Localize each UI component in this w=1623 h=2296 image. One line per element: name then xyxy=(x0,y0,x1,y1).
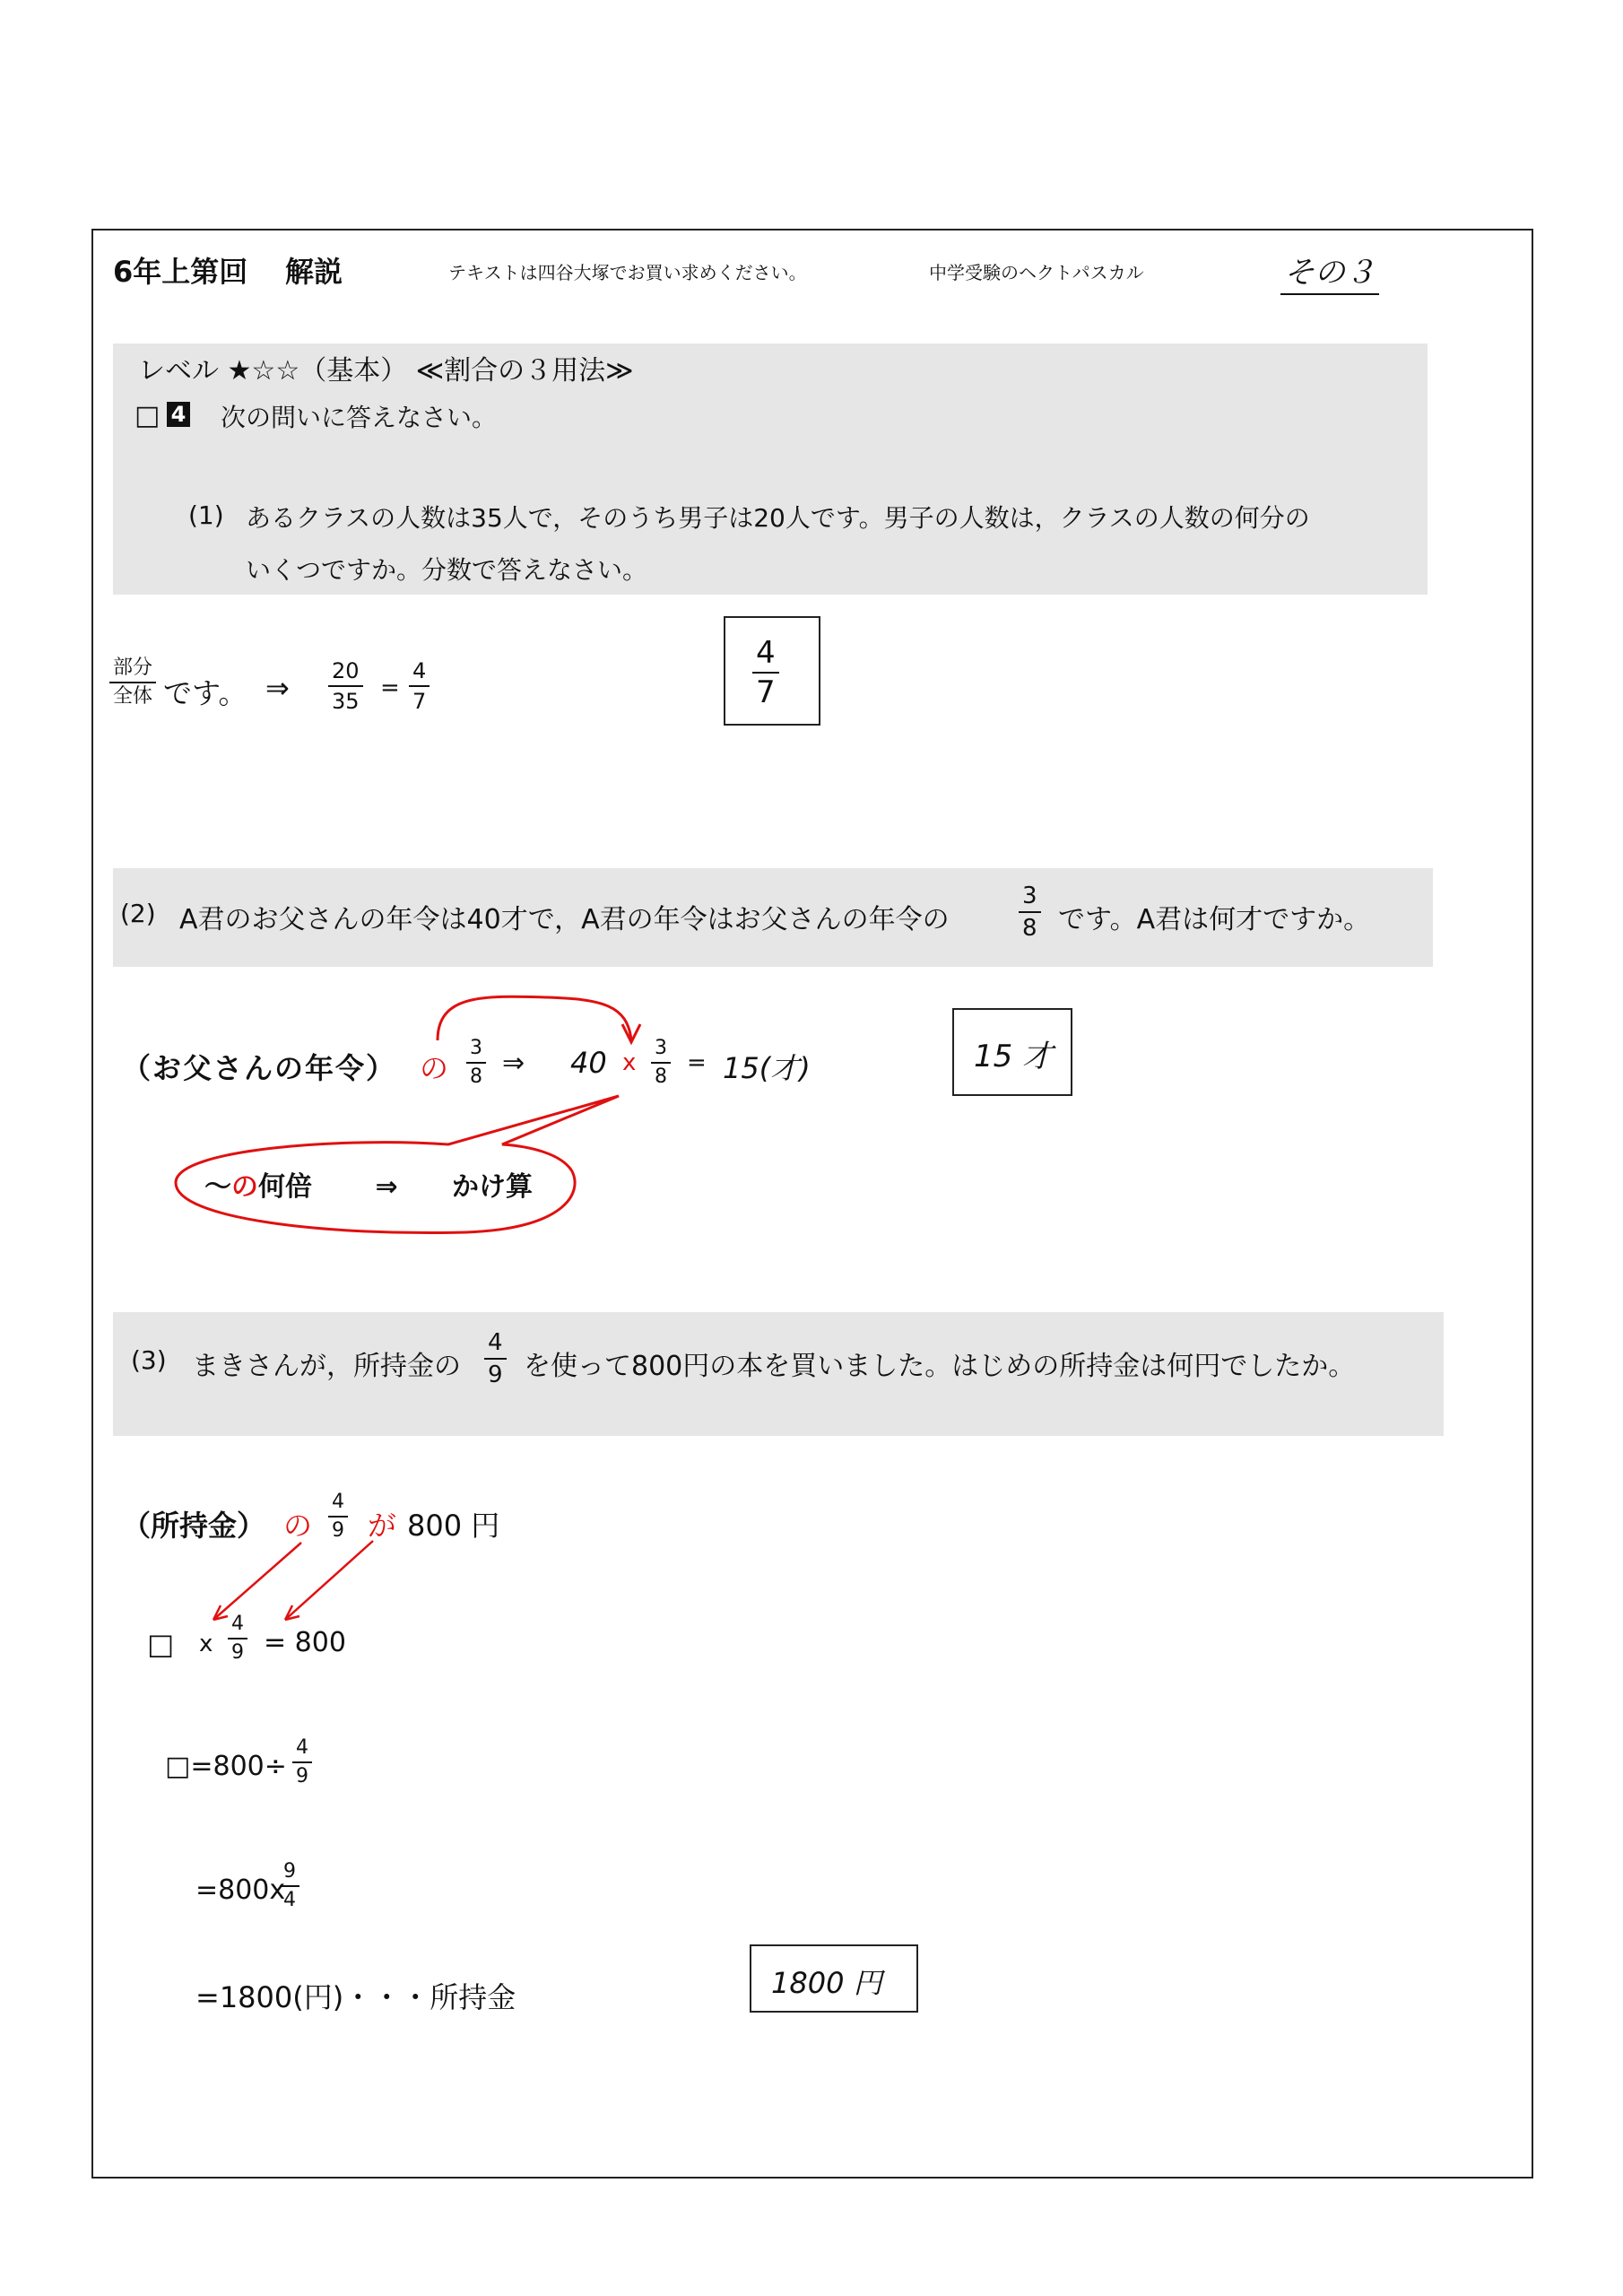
q3-text-a: まきさんが，所持金の xyxy=(192,1351,461,1382)
q2-s2-den: 8 xyxy=(651,1062,671,1087)
q3-s2-times: x xyxy=(199,1631,213,1657)
q3-s3-fraction xyxy=(292,1738,312,1787)
q3-q-den: 9 xyxy=(484,1358,507,1387)
q3-s1-num: 4 xyxy=(332,1491,344,1513)
q3-s1-fraction xyxy=(328,1492,348,1541)
q2-bubble-nanbai: 何倍 xyxy=(258,1171,312,1203)
header-grade-title: 6年上第回 xyxy=(113,255,248,289)
q2-s2-num: 3 xyxy=(655,1037,667,1059)
instruction: 次の問いに答えなさい。 xyxy=(221,403,498,432)
q3-s2-fraction xyxy=(228,1614,247,1663)
q3-s2-rest: = 800 xyxy=(264,1627,346,1658)
q1-label: (1) xyxy=(188,500,224,530)
q2-label: (2) xyxy=(120,899,156,928)
q3-s2-den: 9 xyxy=(228,1638,247,1663)
q1-f2-num: 4 xyxy=(412,658,427,683)
header-part: その３ xyxy=(1280,248,1379,295)
q3-s1-left: （所持金） xyxy=(122,1509,266,1543)
q3-s3-left: □=800÷ xyxy=(165,1751,287,1782)
q3-s2-box: □ xyxy=(147,1627,175,1661)
q3-text-b: を使って800円の本を買いました。はじめの所持金は何円でしたか。 xyxy=(524,1351,1356,1382)
q3-s4-fraction xyxy=(280,1862,299,1910)
q2-s1-num: 3 xyxy=(470,1037,482,1059)
q2-bubble-arrow: ⇒ xyxy=(375,1171,398,1203)
q2-sol-left: （お父さんの年令） xyxy=(122,1051,397,1085)
problem-number: 4 xyxy=(167,402,190,427)
q1-text-line2: いくつですか。分数で答えなさい。 xyxy=(246,555,648,585)
q3-q-num: 4 xyxy=(488,1329,503,1356)
q3-label: (3) xyxy=(131,1345,167,1375)
q1-f1-num: 20 xyxy=(332,658,360,683)
q2-s1-den: 8 xyxy=(466,1062,486,1087)
q3-s1-amount: 800 円 xyxy=(407,1509,500,1543)
q2-sol-arrow: ⇒ xyxy=(502,1048,525,1079)
q3-s3-num: 4 xyxy=(296,1736,308,1759)
q1-word-num: 部分 xyxy=(113,657,153,679)
q3-s1-den: 9 xyxy=(328,1516,348,1541)
q2-sol-result: 15(才) xyxy=(723,1051,811,1085)
q1-desu: です。 xyxy=(163,676,247,710)
header-site: 中学受験のヘクトパスカル xyxy=(929,262,1144,283)
q1-word-den: 全体 xyxy=(109,682,156,707)
q2-sol-forty: 40 xyxy=(570,1046,607,1080)
q2-sol-no: の xyxy=(420,1051,449,1085)
q3-s3-den: 9 xyxy=(292,1761,312,1787)
q3-s2-num: 4 xyxy=(231,1613,244,1635)
q1-f2-den: 7 xyxy=(409,685,430,712)
q2-bubble-no: の xyxy=(231,1171,258,1203)
q1-f1-den: 35 xyxy=(328,685,363,712)
q1-arrow: ⇒ xyxy=(265,671,290,705)
q1-text-line1: あるクラスの人数は35人で，そのうち男子は20人です。男子の人数は，クラスの人数の何分の xyxy=(246,503,1310,533)
level-line: レベル ★☆☆（基本） ≪割合の３用法≫ xyxy=(138,355,634,387)
q2-q-den: 8 xyxy=(1019,911,1041,940)
q1-answer-num: 4 xyxy=(756,635,776,671)
q2-sol-times: x xyxy=(622,1049,637,1076)
q3-s4-num: 9 xyxy=(283,1860,296,1883)
q3-arrow-2 xyxy=(285,1541,373,1620)
q2-answer: 15 才 xyxy=(974,1039,1054,1074)
problem-checkbox: □ xyxy=(135,400,161,431)
q3-s1-ga: が xyxy=(368,1509,397,1543)
q3-s5-text: =1800(円)・・・所持金 xyxy=(195,1980,516,2014)
q3-answer-box xyxy=(750,1944,918,2013)
header-note: テキストは四谷大塚でお買い求めください。 xyxy=(448,262,807,283)
q1-equals: = xyxy=(380,674,400,701)
q3-arrow-1 xyxy=(213,1543,301,1620)
q2-sol-equals: = xyxy=(687,1049,707,1076)
q3-s4-den: 4 xyxy=(280,1885,299,1910)
q3-s1-no: の xyxy=(283,1509,313,1543)
q3-answer: 1800 円 xyxy=(771,1966,882,2000)
q2-text-a: A君のお父さんの年令は40才で，A君の年令はお父さんの年令の xyxy=(179,904,950,935)
q2-text-b: です。A君は何才ですか。 xyxy=(1058,904,1371,935)
header-kaisetsu: 解説 xyxy=(285,255,343,289)
q2-q-num: 3 xyxy=(1022,883,1037,909)
q3-s4-left: =800x xyxy=(195,1874,286,1906)
q1-answer-den: 7 xyxy=(752,672,779,708)
q2-bubble-kakezan: かけ算 xyxy=(452,1171,534,1203)
q2-bubble-tilde: 〜 xyxy=(204,1171,231,1203)
